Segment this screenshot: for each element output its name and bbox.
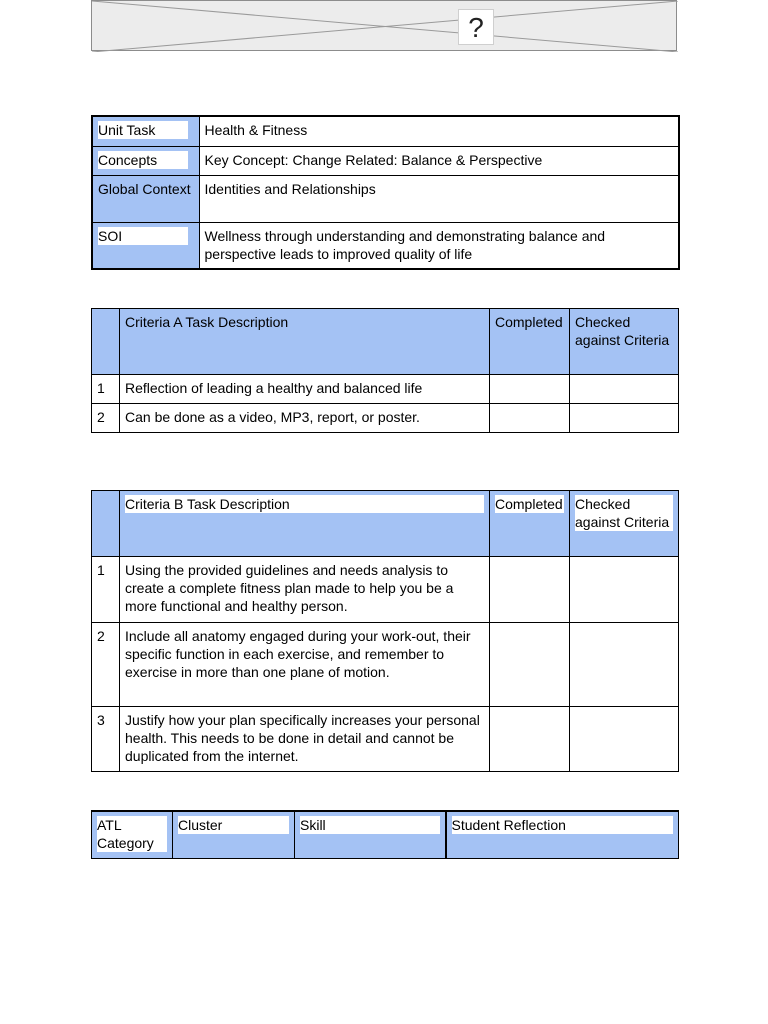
unit-task-label-cell: [92, 116, 199, 146]
checked-cell[interactable]: [570, 375, 679, 404]
criteria-b-checked-header: Checked against Criteria: [575, 495, 673, 531]
table-row: [92, 116, 679, 146]
atl-table: [91, 810, 679, 859]
concepts-value: Key Concept: Change Related: Balance & Perspective: [199, 146, 679, 175]
global-context-value: Identities and Relationships: [199, 175, 679, 222]
soi-label: SOI: [98, 227, 188, 245]
placeholder-cross-icon: [92, 1, 678, 52]
completed-cell[interactable]: [490, 623, 570, 707]
student-reflection-header-cell: [446, 811, 679, 858]
table-header-row: [92, 491, 679, 557]
table-row: [92, 375, 679, 404]
table-row: [92, 146, 679, 175]
criteria-b-completed-header: Completed: [495, 496, 563, 512]
table-header-row: [92, 309, 679, 375]
task-description: Can be done as a video, MP3, report, or poster.: [120, 404, 490, 433]
completed-cell[interactable]: [490, 557, 570, 623]
criteria-a-description-header: Criteria A Task Description: [120, 309, 490, 375]
task-description: Justify how your plan specifically increases your personal health. This needs to be done in detail and cannot be duplicated from the internet.: [120, 707, 490, 772]
checked-cell[interactable]: [570, 404, 679, 433]
student-reflection-header: Student Reflection: [452, 816, 674, 834]
criteria-b-table: [91, 490, 679, 772]
row-number: 1: [92, 557, 120, 623]
row-number: 1: [92, 375, 120, 404]
task-description: Include all anatomy engaged during your work-out, their specific function in each exercise, and remember to exercise in more than one plane of motion.: [120, 623, 490, 707]
table-row: [92, 404, 679, 433]
concepts-label-cell: [92, 146, 199, 175]
atl-category-header-cell: [92, 811, 173, 858]
cluster-header-cell: [173, 811, 295, 858]
broken-image-icon: ?: [458, 9, 494, 45]
unit-task-label: Unit Task: [98, 121, 188, 139]
criteria-a-num-header: [92, 309, 120, 375]
soi-label-cell: [92, 222, 199, 269]
criteria-b-completed-header-cell: [490, 491, 570, 557]
table-row: [92, 623, 679, 707]
skill-header-cell: [295, 811, 446, 858]
cluster-header: Cluster: [178, 816, 289, 834]
checked-cell[interactable]: [570, 623, 679, 707]
soi-value: Wellness through understanding and demonstrating balance and perspective leads to improved quality of life: [199, 222, 679, 269]
criteria-b-description-header: Criteria B Task Description: [125, 495, 484, 513]
criteria-a-completed-header: Completed: [490, 309, 570, 375]
skill-header: Skill: [300, 816, 440, 834]
unit-info-table: [91, 115, 680, 270]
row-number: 2: [92, 623, 120, 707]
table-row: [92, 707, 679, 772]
criteria-a-table: [91, 308, 679, 433]
concepts-label: Concepts: [98, 151, 188, 169]
global-context-label: Global Context: [92, 175, 199, 222]
task-description: Using the provided guidelines and needs analysis to create a complete fitness plan made to help you be a more functional and healthy person.: [120, 557, 490, 623]
unit-task-value: Health & Fitness: [199, 116, 679, 146]
table-row: [92, 175, 679, 222]
criteria-b-num-header: [92, 491, 120, 557]
atl-category-header: ATL Category: [97, 816, 167, 852]
completed-cell[interactable]: [490, 404, 570, 433]
row-number: 3: [92, 707, 120, 772]
completed-cell[interactable]: [490, 375, 570, 404]
row-number: 2: [92, 404, 120, 433]
task-description: Reflection of leading a healthy and balanced life: [120, 375, 490, 404]
criteria-b-checked-header-cell: [570, 491, 679, 557]
criteria-a-checked-header: Checked against Criteria: [570, 309, 679, 375]
checked-cell[interactable]: [570, 707, 679, 772]
table-header-row: [92, 811, 679, 858]
criteria-b-description-header-cell: [120, 491, 490, 557]
checked-cell[interactable]: [570, 557, 679, 623]
image-placeholder: [91, 0, 677, 51]
table-row: [92, 222, 679, 269]
completed-cell[interactable]: [490, 707, 570, 772]
table-row: [92, 557, 679, 623]
